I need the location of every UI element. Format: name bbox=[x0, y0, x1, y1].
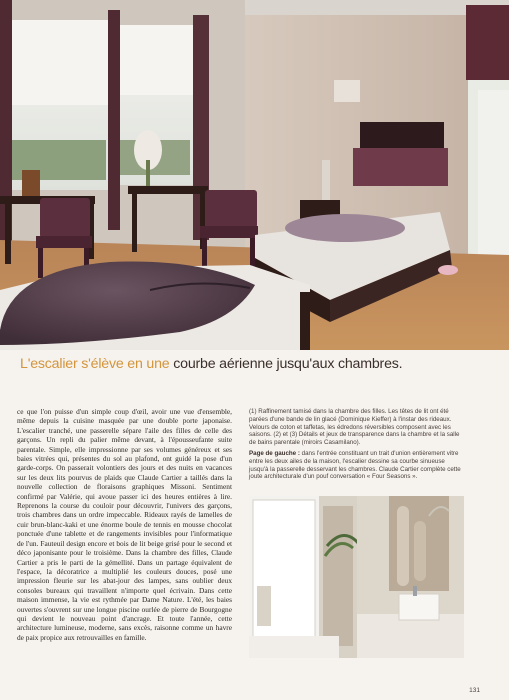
caption-2-text: dans l'entrée constituant un trait d'union entièrement vitre entre les deux ailes de la maison, l'escalier dessine sa courbe sinueuse jusqu'à la passerelle desservant les chambres. Claude Cartier complète cette joute architecturale d'un pouf conversation « Four Seasons ». bbox=[249, 449, 461, 481]
headline bbox=[20, 356, 500, 372]
article-body: ce que l'on puisse d'un simple coup d'œil, avoir une vue d'ensemble, même depuis la cuisine masquée par une double porte japonaise. L'escalier tranché, une passerelle sépare l'aile des filles de celle des garçons. Un repli du palier même devant, à l'épousseufante suite parentale. Simple, elle impressionne par ses volumes généreux et ses baies vitrées qui, présentes du sol au plafond, ont guidé la pose d'un garde-corps. On passerait volontiers des jours et des nuits en vacances sur les deux lits pourvus de plaids que Claude Cartier a taillés dans la nouvelle collection de floraisons graphiques Missoni. Sentiment confirmé par Valérie, qui avoue passer ici des heures entières à lire. Reprenons la course du couloir pour découvrir, l'univers des garçons, trois chambres dans un ordre impeccable. Rideaux rayés de lamelles de cuir brun-blanc-kaki et une énorme boule de tennis en mousse chocolat ponctuée d'une tablette et de rangements invisibles pour l'informatique de l'un. Fauteuil design encore et bois de lit beige grisé pour le second et déco japonisante pour le troisième. Dans la chambre des filles, Claude Cartier a pris le parti de la gémellité. Dans un partage équivalent de l'espace, la décoratrice a multiplié les couleurs douces, posé une impression fleurie sur les abat-jour des lampes, sans oublier deux consoles bureaux qui travaillent n'importe quel écrivain. Dans cette maison immense, la vie est rythmée par Dame Nature. L'été, les baies ouvertes s'ouvrent sur une longue piscine ourlée de pierre de Bourgogne qui devient le nouveau point d'ancrage. Et toute l'année, cette architecture lumineuse, moderne, sans excès, raisonne comme un havre de paix propice aux retrouvailles en famille. bbox=[17, 407, 232, 642]
headline-main: courbe aérienne jusqu'aux chambres. bbox=[173, 356, 403, 372]
page-number: 131 bbox=[469, 687, 480, 694]
caption-2-head: Page de gauche : bbox=[249, 449, 300, 457]
headline-accent: L'escalier s'élève en une bbox=[20, 356, 174, 372]
caption-1: (1) Raffinement tamisé dans la chambre des filles. Les têtes de lit ont été parées d'une bande de lin glacé (Dominique Kieffer) à l'instar des rideaux. Velours de coton et taffetas, les édredons réversibles composent avec les saisons. (2) et (3) Détails et jeux de transparence dans la chambre et la salle de bains parentale (miroirs Casamilano). bbox=[249, 408, 460, 447]
captions bbox=[249, 408, 464, 484]
caption-2 bbox=[249, 450, 464, 481]
bathroom-photo bbox=[249, 496, 464, 658]
